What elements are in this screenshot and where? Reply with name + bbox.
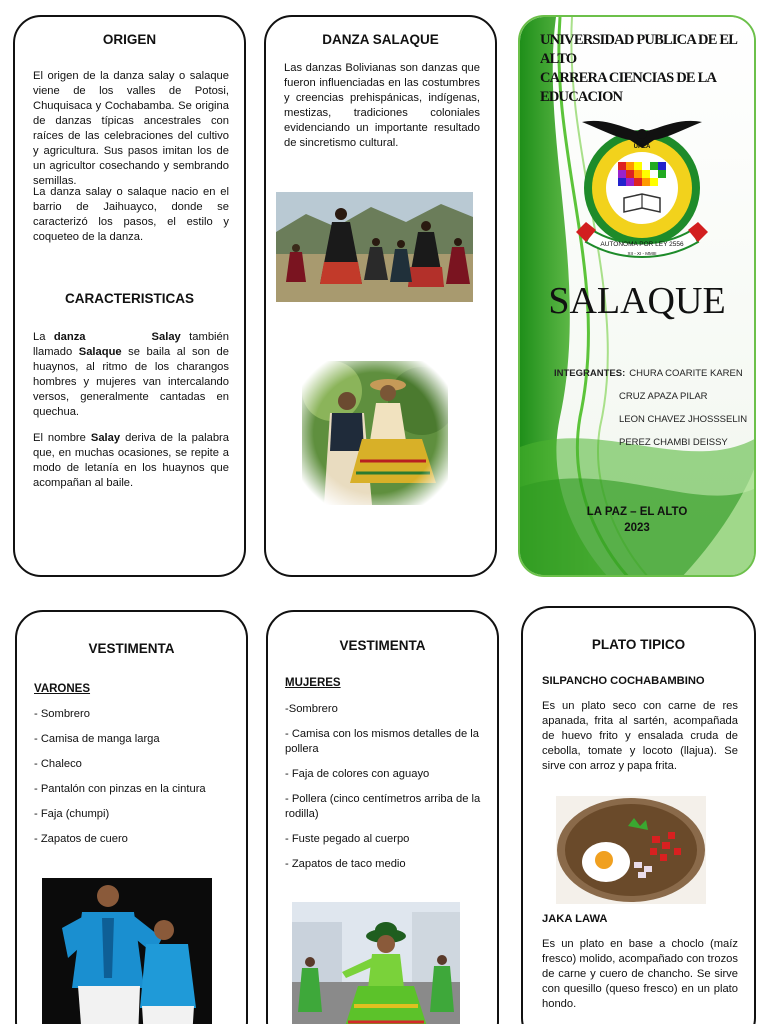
jaka-lawa-description: Es un plato en base a choclo (maíz fresco) molido, acompañado con trozos de carne y cuero de chancho. Se sirve con quesillo (queso fresco) en un plato hondo. (542, 938, 738, 1010)
text-run-bold: Salaque (78, 346, 122, 358)
university-seal-logo (572, 112, 712, 262)
list-item: - Sombrero (34, 708, 90, 720)
text-run: se baila al son de huaynos, al ritmo de los charangos hombres y mujeres van intercalando versos, generalmente cantadas en quechua. (33, 346, 229, 418)
varones-clothing-list (34, 707, 234, 857)
place-text: LA PAZ – EL ALTO (586, 506, 688, 518)
list-item: - Camisa de manga larga (34, 733, 160, 745)
danza-title: DANZA SALAQUE (322, 32, 439, 47)
member-name: PEREZ CHAMBI DEISSY (619, 437, 728, 448)
jaka-lawa-name: JAKA LAWA (542, 913, 608, 925)
member-name: LEON CHAVEZ JHOSSSELIN (619, 414, 748, 425)
university-name: UNIVERSIDAD PUBLICA DE EL ALTO (540, 32, 737, 67)
origen-paragraph-2: La danza salay o salaque nacio en el barrio de Jaihuayco, donde se caracterizó los pasos, el estilo y coqueteo de la danza. (33, 186, 229, 243)
male-dancers-photo (42, 878, 212, 1024)
cover-panel (518, 15, 756, 577)
text-run-bold: Salay (90, 432, 121, 444)
vestimenta-title: VESTIMENTA (88, 641, 175, 656)
plato-tipico-panel (521, 606, 756, 1024)
list-item: - Pantalón con pinzas en la cintura (34, 783, 206, 795)
plato-title: PLATO TIPICO (591, 637, 686, 652)
seal-upea-text: UPEA (633, 144, 651, 150)
list-item: - Fuste pegado al cuerpo (285, 833, 410, 845)
list-item: - Zapatos de taco medio (285, 858, 406, 870)
members-list (554, 362, 747, 454)
vestimenta-title: VESTIMENTA (339, 638, 426, 653)
danza-paragraph: Las danzas Bolivianas son danzas que fueron influenciadas en las costumbres y creencias prehispánicas, indígenas, mestizas, tradiciones coloniales evidenciando un importante resultado de sincretismo cultural. (284, 62, 480, 149)
list-item: - Camisa con los mismos detalles de la pollera (285, 728, 479, 755)
mujeres-clothing-list (285, 702, 485, 882)
list-item: - Chaleco (34, 758, 82, 770)
caracteristicas-paragraph-2 (33, 431, 229, 491)
origen-panel (13, 15, 246, 577)
danza-panel (264, 15, 497, 577)
silpancho-photo (556, 796, 706, 904)
text-run: La (33, 331, 54, 343)
vestimenta-varones-panel (15, 610, 248, 1024)
career-name: CARRERA CIENCIAS DE LA EDUCACION (540, 70, 716, 105)
group-dance-photo (276, 192, 473, 302)
origen-title: ORIGEN (102, 32, 157, 47)
member-name: CRUZ APAZA PILAR (619, 391, 708, 402)
university-heading (540, 31, 750, 107)
seal-date-text: XII - XI - MMIII (627, 251, 657, 256)
list-item: - Faja de colores con aguayo (285, 768, 430, 780)
cover-title: SALAQUE (548, 280, 726, 322)
text-run: El nombre (33, 432, 91, 444)
couple-dance-photo (302, 361, 448, 505)
origen-paragraph-1: El origen de la danza salay o salaque viene de los valles de Potosi, Chuquisaca y Cochabamba. Se origina de danzas típicas ancestrales con raíces de las celebraciones del cultivo y agricultura. Sus pasos imitan los de un agricultor cosechando y sembrando semillas. (33, 70, 229, 187)
vestimenta-mujeres-panel (266, 610, 499, 1024)
seal-ribbon-text: AUTONOMA POR LEY 2556 (600, 241, 684, 248)
place-and-year (520, 504, 754, 536)
text-run: deriva de la palabra que, en muchas ocasiones, se repite a modo de letanía en los huaynos que acompañan al baile. (33, 432, 229, 489)
text-run: también llamado (33, 331, 229, 358)
mujeres-subtitle: MUJERES (285, 677, 341, 689)
caracteristicas-paragraph-1 (33, 330, 229, 420)
list-item: - Zapatos de cuero (34, 833, 128, 845)
varones-subtitle: VARONES (34, 683, 91, 695)
caracteristicas-title: CARACTERISTICAS (64, 291, 194, 306)
member-name: CHURA COARITE KAREN (629, 368, 743, 379)
text-run-bold: danza (53, 331, 86, 343)
silpancho-name: SILPANCHO COCHABAMBINO (542, 675, 705, 687)
text-run-bold: Salay (151, 331, 181, 343)
members-label: INTEGRANTES: (554, 368, 626, 379)
silpancho-description: Es un plato seco con carne de res apanada, frita al sartén, acompañada de huevo frito y ensalada cruda de cebolla, tomate y locoto (llajua). Se sirve con arroz y papa frita. (542, 700, 738, 772)
list-item: - Faja (chumpi) (34, 808, 110, 820)
list-item: - Pollera (cinco centímetros arriba de la rodilla) (285, 793, 481, 820)
year-text: 2023 (624, 522, 650, 534)
female-dancer-photo (292, 902, 460, 1024)
list-item: -Sombrero (285, 703, 338, 715)
